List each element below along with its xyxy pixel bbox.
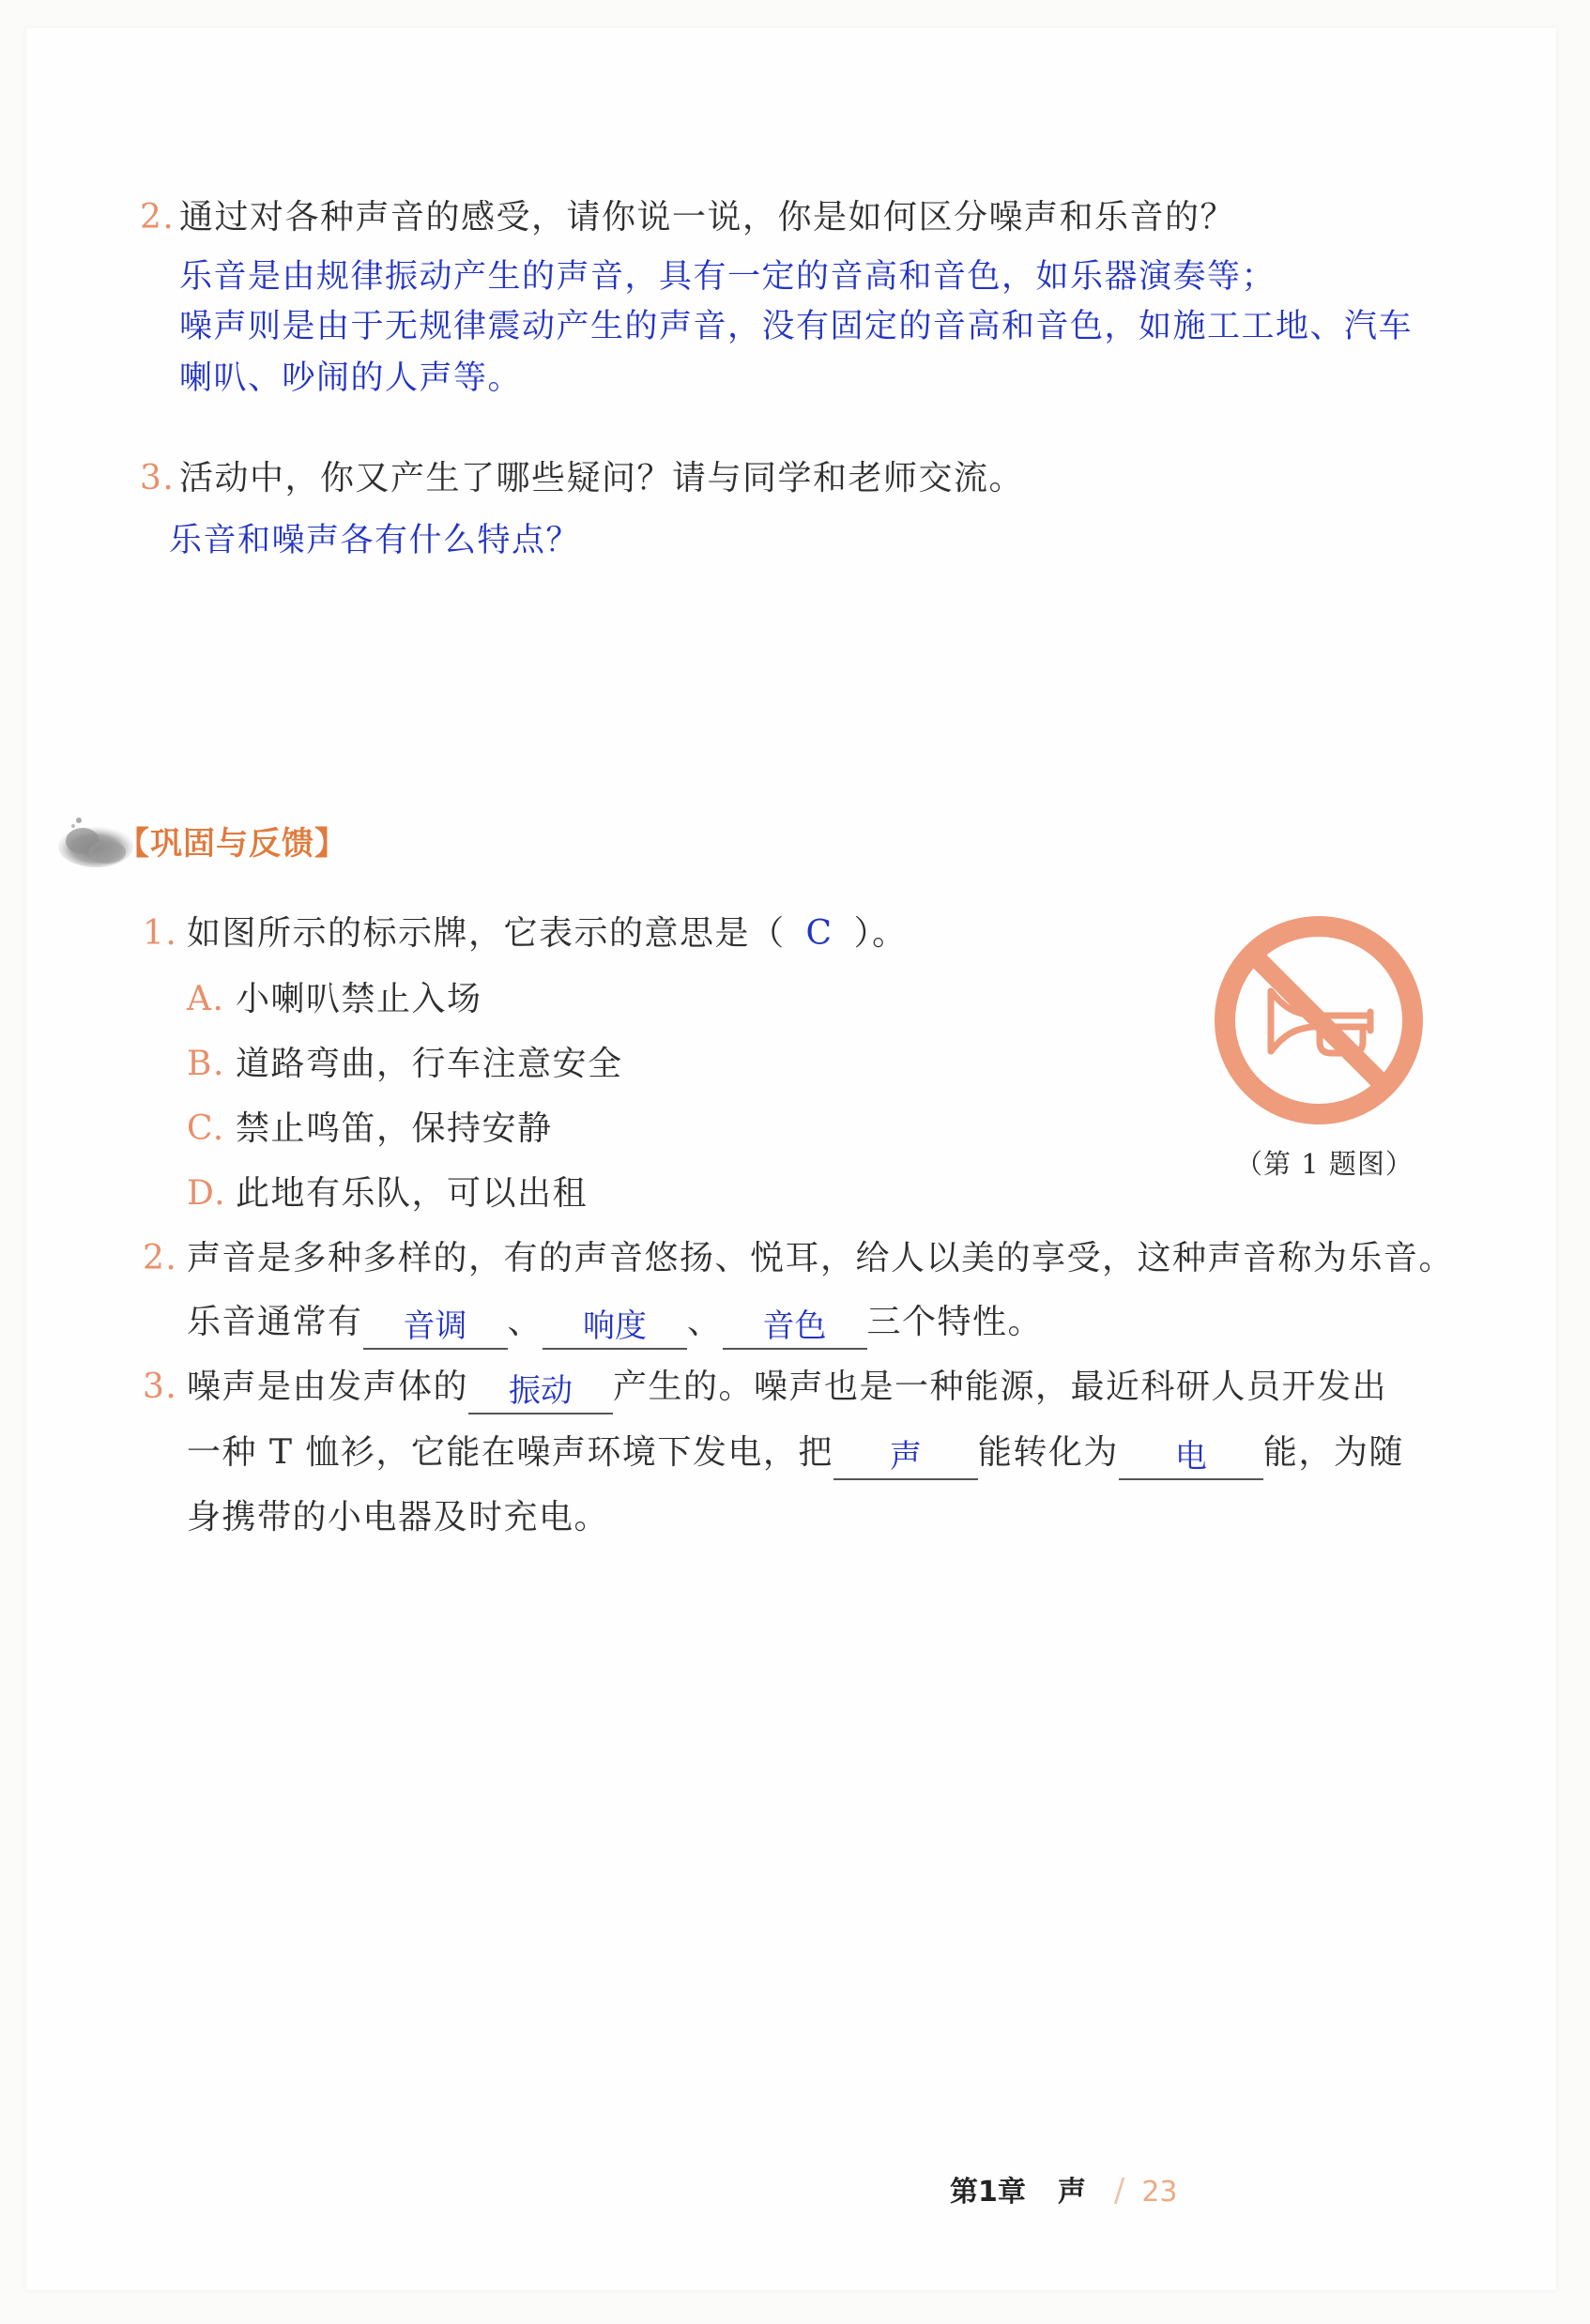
q1-number: 1. — [143, 914, 178, 953]
q2-line2 — [187, 1300, 1043, 1345]
page-footer — [950, 2170, 1178, 2213]
q1-option-letter: B. — [187, 1045, 225, 1083]
q3-line3: 身携带的小电器及时充电。 — [187, 1498, 610, 1537]
q1-stem-before: 如图所示的标示牌，它表示的意思是（ — [187, 914, 786, 953]
q3-number: 3. — [143, 1368, 178, 1406]
q3-line1 — [187, 1365, 1387, 1410]
activity-q2-answer-line: 喇叭、吵闹的人声等。 — [179, 359, 523, 397]
q3-line2-before: 一种 T 恤衫，它能在噪声环境下发电，把 — [187, 1433, 833, 1472]
q1-option-text: 小喇叭禁止入场 — [236, 980, 482, 1018]
q1-answer: C — [805, 914, 833, 953]
q1-option-letter: D. — [187, 1174, 227, 1213]
activity-q2-answer-line: 噪声则是由于无规律震动产生的声音，没有固定的音高和音色，如施工工地、汽车 — [179, 308, 1414, 345]
q3-blank-answer: 振动 — [468, 1375, 613, 1414]
q3-line2-after: 能，为随 — [1262, 1433, 1404, 1472]
footer-section: 声 — [1057, 2176, 1086, 2209]
activity-q3-number: 3. — [140, 459, 176, 497]
q3-line2-mid: 能转化为 — [977, 1433, 1119, 1472]
footer-slash: / — [1113, 2172, 1125, 2209]
q2-line2-before: 乐音通常有 — [187, 1303, 363, 1341]
q1-stem-after: ）。 — [853, 914, 908, 953]
q3-blank-answer: 声 — [833, 1441, 978, 1480]
activity-q2-text: 通过对各种声音的感受，请你说一说，你是如何区分噪声和乐音的？ — [179, 198, 1236, 237]
q1-option-text: 此地有乐队，可以出租 — [236, 1174, 589, 1213]
q2-blank-answer: 响度 — [543, 1310, 687, 1350]
activity-q3-text: 活动中，你又产生了哪些疑问？请与同学和老师交流。 — [179, 459, 1025, 497]
q1-option-letter: A. — [187, 980, 225, 1018]
q2-separator: 、 — [507, 1303, 543, 1341]
q2-blank-answer: 音调 — [363, 1310, 508, 1350]
figure-caption: （第 1 题图） — [1235, 1148, 1414, 1180]
q2-blank-answer: 音色 — [723, 1310, 867, 1350]
no-horn-sign-icon — [1211, 912, 1427, 1128]
activity-q3-answer-line: 乐音和噪声各有什么特点？ — [169, 522, 581, 559]
q3-line1-before: 噪声是由发声体的 — [187, 1368, 469, 1406]
q2-line1: 声音是多种多样的，有的声音悠扬、悦耳，给人以美的享受，这种声音称为乐音。 — [187, 1239, 1455, 1277]
activity-q2-answer-line: 乐音是由规律振动产生的声音，具有一定的音高和音色，如乐器演奏等； — [179, 258, 1277, 296]
q1-stem — [187, 911, 908, 956]
footer-chapter: 第1章 — [950, 2176, 1026, 2209]
q2-separator: 、 — [687, 1303, 723, 1341]
section-title: 【巩固与反馈】 — [117, 825, 347, 863]
q2-line2-after: 三个特性。 — [866, 1303, 1044, 1341]
page-number: 23 — [1141, 2176, 1178, 2209]
q3-line1-after: 产生的。噪声也是一种能源，最近科研人员开发出 — [613, 1368, 1388, 1406]
q3-blank-answer: 电 — [1119, 1441, 1263, 1480]
q1-option-letter: C. — [187, 1109, 225, 1148]
q1-option-text: 道路弯曲，行车注意安全 — [236, 1045, 623, 1083]
q1-option-text: 禁止鸣笛，保持安静 — [236, 1109, 553, 1148]
activity-q2-number: 2. — [140, 198, 176, 237]
q3-line2 — [187, 1430, 1404, 1475]
q2-number: 2. — [143, 1239, 178, 1277]
